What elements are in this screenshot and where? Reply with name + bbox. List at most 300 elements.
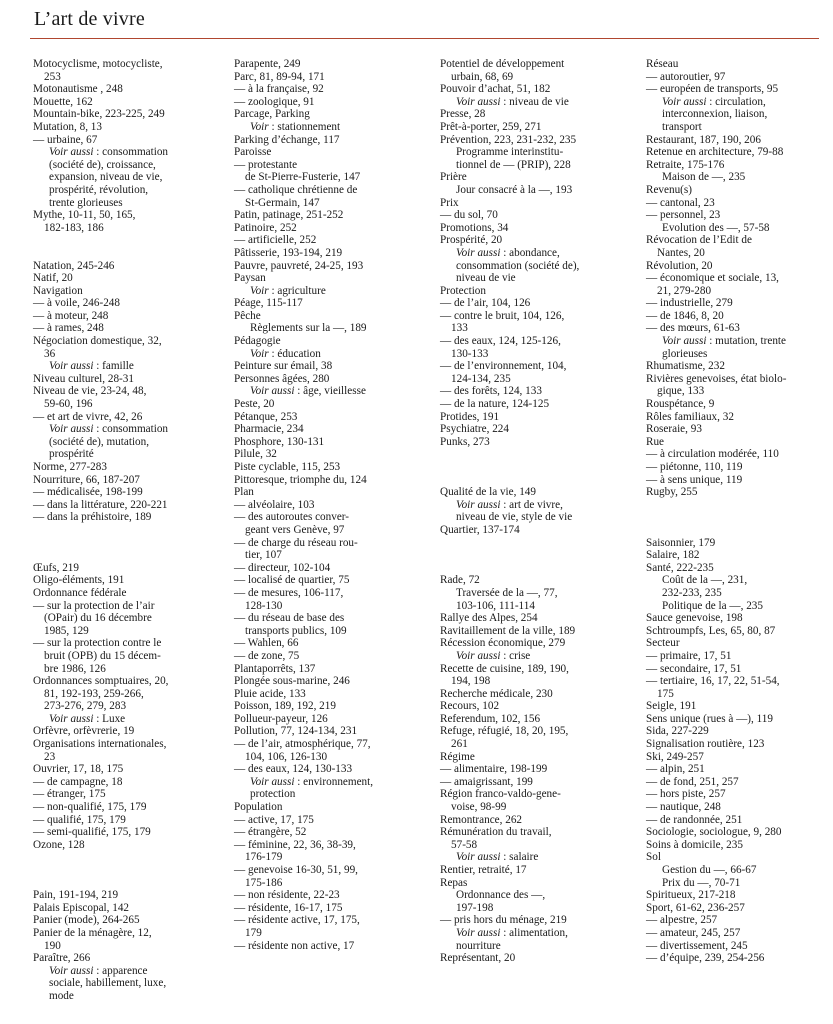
index-entry-line: Niveau de vie, 23-24, 48, — [33, 385, 147, 398]
index-entry — [440, 826, 632, 851]
index-entry-line: Parapente, 249 — [234, 58, 301, 70]
index-entry-line: — des forêts, 124, 133 — [440, 385, 542, 398]
index-entry — [440, 83, 632, 96]
index-entry-line: niveau de vie, style de vie — [456, 511, 573, 524]
index-entry-line: — européen de transports, 95 — [646, 83, 779, 96]
index-entry — [646, 423, 833, 436]
index-entry-line: — Wahlen, 66 — [234, 637, 299, 650]
index-entry — [234, 184, 426, 209]
index-column-1 — [33, 58, 225, 1003]
index-entry — [33, 675, 225, 713]
index-entry-line: — sur la protection de l’air — [33, 599, 155, 612]
index-entry-line: — divertissement, 245 — [646, 939, 748, 952]
index-entry — [234, 398, 426, 411]
index-entry-line: Paysan — [234, 272, 266, 285]
index-entry-line: (société de), mutation, — [49, 435, 150, 448]
index-entry — [646, 738, 833, 751]
index-entry-line: 232-233, 235 — [662, 586, 722, 599]
index-entry — [33, 108, 225, 121]
index-entry-line: — de l’air, atmosphérique, 77, — [234, 738, 371, 751]
index-entry — [234, 889, 426, 902]
index-entry-line: Pêche — [234, 309, 261, 322]
index-entry-line: Pollueur-payeur, 126 — [234, 712, 328, 725]
entry-spacer — [33, 247, 225, 260]
index-entry-line: Parc, 81, 89-94, 171 — [234, 70, 325, 83]
index-entry — [646, 839, 833, 852]
index-entry-line: Secteur — [646, 637, 680, 650]
index-entry — [646, 448, 833, 461]
index-entry — [646, 411, 833, 424]
entry-spacer — [440, 537, 632, 550]
index-entry-line: — étranger, 175 — [33, 788, 106, 801]
index-entry — [234, 499, 426, 512]
index-entry — [234, 108, 426, 121]
index-entry-line: Voir aussi : crise — [456, 649, 531, 662]
index-entry — [234, 511, 426, 536]
index-entry-line: — médicalisée, 198-199 — [33, 486, 143, 499]
index-entry-line: Salaire, 182 — [646, 549, 700, 562]
index-entry-line: — hors piste, 257 — [646, 788, 726, 801]
index-entry — [33, 574, 225, 587]
index-entry-line: — pris hors du ménage, 219 — [440, 914, 567, 927]
index-entry-line: 81, 192-193, 259-266, — [44, 687, 144, 700]
index-entry — [33, 713, 225, 726]
index-entry-line: Ordonnance fédérale — [33, 586, 127, 599]
index-entry — [646, 58, 833, 71]
index-entry-line: Traversée de la —, 77, — [456, 586, 558, 599]
index-entry-line: Seigle, 191 — [646, 700, 697, 713]
index-entry-line: Prêt-à-porter, 259, 271 — [440, 120, 542, 133]
index-entry-line: Santé, 222-235 — [646, 561, 714, 574]
index-entry-line: Rôles familiaux, 32 — [646, 410, 734, 423]
index-entry-line: — du sol, 70 — [440, 209, 498, 222]
index-entry-line: Potentiel de développement — [440, 58, 565, 70]
index-entry — [646, 914, 833, 927]
index-entry-line: Psychiatre, 224 — [440, 423, 509, 436]
index-entry-line: Poisson, 189, 192, 219 — [234, 700, 336, 713]
index-entry-line: — à moteur, 248 — [33, 309, 109, 322]
index-entry-line: — de charge du réseau rou- — [234, 536, 358, 549]
index-entry — [234, 700, 426, 713]
index-entry — [646, 713, 833, 726]
index-entry — [33, 637, 225, 675]
index-entry — [234, 486, 426, 499]
index-entry — [234, 448, 426, 461]
index-entry-line: bruit (OPB) du 15 décem- — [44, 649, 161, 662]
index-entry-line: 36 — [44, 347, 56, 360]
index-entry — [234, 385, 426, 398]
index-entry-line: Niveau culturel, 28-31 — [33, 372, 134, 385]
index-entry-line: Promotions, 34 — [440, 221, 509, 234]
entry-spacer — [33, 537, 225, 550]
index-entry-line: Schtroumpfs, Les, 65, 80, 87 — [646, 624, 776, 637]
index-entry-line: 1985, 129 — [44, 624, 89, 637]
index-entry — [440, 864, 632, 877]
index-entry — [440, 499, 632, 524]
index-entry-line: prospérité, révolution, — [49, 183, 149, 196]
index-entry-line: Coût de la —, 231, — [662, 574, 748, 587]
index-entry — [646, 222, 833, 235]
index-entry-line: Prix — [440, 196, 459, 209]
index-entry — [234, 272, 426, 285]
index-entry-line: Récession économique, 279 — [440, 637, 566, 650]
index-entry-line: Voir : éducation — [250, 347, 321, 360]
index-entry-line: 59-60, 196 — [44, 398, 93, 411]
index-entry — [234, 688, 426, 701]
index-entry — [440, 927, 632, 952]
index-entry-line: Plantaporrêts, 137 — [234, 662, 316, 675]
index-entry-line: — non résidente, 22-23 — [234, 889, 340, 902]
index-entry — [646, 398, 833, 411]
index-entry-line: Prévention, 223, 231-232, 235 — [440, 133, 577, 146]
index-entry — [33, 965, 225, 1003]
index-entry-line: — de fond, 251, 257 — [646, 775, 739, 788]
index-entry — [33, 562, 225, 575]
index-entry-line: Repas — [440, 876, 468, 889]
index-entry — [646, 801, 833, 814]
index-entry — [440, 96, 632, 109]
index-entry-line: Mythe, 10-11, 50, 165, — [33, 209, 136, 222]
index-entry-line: — des eaux, 124, 125-126, — [440, 335, 561, 348]
index-entry — [646, 600, 833, 613]
index-entry-line: Presse, 28 — [440, 108, 486, 121]
index-entry-line: Pollution, 77, 124-134, 231 — [234, 725, 358, 738]
index-entry-line: — à voile, 246-248 — [33, 297, 120, 310]
index-entry — [234, 234, 426, 247]
index-entry-line: St-Germain, 147 — [245, 196, 320, 209]
index-entry — [33, 914, 225, 927]
index-column-3 — [440, 58, 632, 965]
index-entry — [234, 914, 426, 939]
index-entry-line: Voir aussi : abondance, — [456, 246, 560, 259]
index-entry-line: Personnes âgées, 280 — [234, 372, 330, 385]
index-entry — [234, 587, 426, 612]
index-entry-line: — du réseau de base des — [234, 612, 345, 625]
index-entry — [33, 209, 225, 234]
index-entry — [440, 650, 632, 663]
index-entry-line: Sport, 61-62, 236-257 — [646, 901, 745, 914]
index-entry-line: Organisations internationales, — [33, 738, 167, 751]
entry-spacer — [33, 877, 225, 890]
index-entry — [234, 675, 426, 688]
index-entry — [646, 537, 833, 550]
index-entry-line: Régime — [440, 750, 475, 763]
index-entry — [440, 398, 632, 411]
index-entry — [440, 814, 632, 827]
index-entry — [33, 121, 225, 134]
index-entry-line: Parcage, Parking — [234, 108, 310, 121]
index-entry — [440, 889, 632, 914]
index-entry-line: Nantes, 20 — [657, 246, 705, 259]
index-entry — [33, 952, 225, 965]
index-entry — [646, 373, 833, 398]
index-entry — [440, 209, 632, 222]
index-entry-line: — de l’air, 104, 126 — [440, 297, 531, 310]
index-entry-line: Parking d’échange, 117 — [234, 133, 340, 146]
entry-spacer — [33, 864, 225, 877]
index-entry-line: Mouette, 162 — [33, 95, 93, 108]
index-entry — [440, 285, 632, 298]
index-entry — [646, 902, 833, 915]
index-entry-line: — résidente active, 17, 175, — [234, 914, 360, 927]
entry-spacer — [440, 474, 632, 487]
index-entry — [33, 83, 225, 96]
index-entry-line: Pauvre, pauvreté, 24-25, 193 — [234, 259, 364, 272]
index-entry — [33, 776, 225, 789]
index-entry — [234, 335, 426, 348]
index-entry — [234, 310, 426, 323]
index-entry-line: — étrangère, 52 — [234, 826, 307, 839]
index-entry — [646, 612, 833, 625]
index-entry-line: — des mœurs, 61-63 — [646, 322, 740, 335]
entry-spacer — [440, 549, 632, 562]
index-entry — [234, 209, 426, 222]
index-entry-line: Rugby, 255 — [646, 486, 698, 499]
index-entry — [234, 612, 426, 637]
index-entry — [234, 650, 426, 663]
index-entry-line: voise, 98-99 — [451, 801, 507, 814]
index-entry — [33, 58, 225, 83]
index-entry-line: Voir : stationnement — [250, 120, 341, 133]
index-entry-line: Orfèvre, orfèvrerie, 19 — [33, 725, 135, 738]
index-entry — [33, 310, 225, 323]
index-entry-line: Sociologie, sociologue, 9, 280 — [646, 826, 782, 839]
index-entry-line: — de l’environnement, 104, — [440, 360, 567, 373]
index-entry — [33, 927, 225, 952]
index-entry-line: Voir aussi : consommation — [49, 146, 169, 159]
index-entry-line: 197-198 — [456, 901, 494, 914]
index-entry — [234, 159, 426, 184]
index-entry-line: 175 — [657, 687, 674, 700]
index-entry-line: Pâtisserie, 193-194, 219 — [234, 246, 343, 259]
index-entry-line: Motocyclisme, motocycliste, — [33, 58, 163, 70]
index-entry-line: — résidente, 16-17, 175 — [234, 901, 343, 914]
index-entry — [234, 260, 426, 273]
index-entry — [646, 234, 833, 259]
index-entry-line: Ozone, 128 — [33, 838, 85, 851]
index-entry — [646, 461, 833, 474]
index-entry-line: niveau de vie — [456, 272, 516, 285]
index-entry-line: Rouspétance, 9 — [646, 398, 715, 411]
index-entry-line: Peinture sur émail, 38 — [234, 360, 333, 373]
index-entry — [234, 436, 426, 449]
index-entry-line: — alpin, 251 — [646, 763, 705, 776]
index-entry — [440, 713, 632, 726]
index-entry — [33, 335, 225, 360]
index-entry-line: Prospérité, 20 — [440, 234, 503, 247]
index-entry-line: — qualifié, 175, 179 — [33, 813, 126, 826]
index-entry-line: consommation (société de), — [456, 259, 580, 272]
index-entry-line: — autoroutier, 97 — [646, 70, 726, 83]
index-entry — [234, 902, 426, 915]
index-entry-line: Natation, 245-246 — [33, 259, 115, 272]
index-entry — [234, 763, 426, 776]
index-entry — [234, 461, 426, 474]
index-entry-line: sociale, habillement, luxe, — [49, 977, 167, 990]
index-entry — [440, 877, 632, 890]
index-entry-line: Ravitaillement de la ville, 189 — [440, 624, 576, 637]
entry-spacer — [646, 524, 833, 537]
index-entry-line: — de campagne, 18 — [33, 775, 123, 788]
index-entry — [33, 763, 225, 776]
index-column-4 — [646, 58, 833, 965]
index-entry-line: — sur la protection contre le — [33, 637, 162, 650]
index-entry — [646, 71, 833, 84]
index-entry-line: 128-130 — [245, 599, 283, 612]
index-entry — [646, 272, 833, 297]
index-entry-line: Retraite, 175-176 — [646, 158, 725, 171]
index-entry — [646, 474, 833, 487]
index-entry-line: Pouvoir d’achat, 51, 182 — [440, 83, 551, 96]
index-entry-line: protection — [250, 788, 296, 801]
index-entry-line: Péage, 115-117 — [234, 297, 303, 310]
index-entry-line: Plan — [234, 486, 254, 499]
index-entry-line: Mutation, 8, 13 — [33, 120, 102, 133]
index-entry — [646, 751, 833, 764]
index-entry-line: — des autoroutes conver- — [234, 511, 350, 524]
index-entry-line: Voir aussi : âge, vieillesse — [250, 385, 366, 398]
index-entry-line: — d’équipe, 239, 254-256 — [646, 952, 765, 965]
index-entry — [440, 360, 632, 385]
index-entry — [440, 524, 632, 537]
index-entry-line: Règlements sur la —, 189 — [250, 322, 367, 335]
index-entry-line: 261 — [451, 738, 468, 751]
index-entry-line: Voir aussi : famille — [49, 360, 134, 373]
entry-spacer — [440, 448, 632, 461]
index-entry — [234, 940, 426, 953]
index-entry — [646, 297, 833, 310]
index-entry — [646, 486, 833, 499]
index-entry — [440, 234, 632, 247]
index-entry-line: Peste, 20 — [234, 398, 275, 411]
index-entry-line: Voir : agriculture — [250, 284, 326, 297]
entry-spacer — [33, 851, 225, 864]
entry-spacer — [646, 499, 833, 512]
index-entry-line: Referendum, 102, 156 — [440, 712, 541, 725]
index-entry-line: Paroisse — [234, 146, 272, 159]
index-entry-line: — à la française, 92 — [234, 83, 324, 96]
index-entry-line: — à rames, 248 — [33, 322, 104, 335]
index-entry-line: Piste cyclable, 115, 253 — [234, 461, 341, 473]
index-entry-line: — primaire, 17, 51 — [646, 649, 732, 662]
index-entry-line: Pittoresque, triomphe du, 124 — [234, 473, 367, 486]
index-entry — [33, 725, 225, 738]
index-entry-line: Pain, 191-194, 219 — [33, 889, 119, 902]
index-entry-line: Rue — [646, 435, 665, 448]
index-entry-line: Soins à domicile, 235 — [646, 838, 743, 851]
index-entry-line: Pilule, 32 — [234, 448, 277, 461]
index-entry — [234, 537, 426, 562]
index-entry — [646, 134, 833, 147]
index-entry-line: — genevoise 16-30, 51, 99, — [234, 864, 358, 876]
index-entry-line: — localisé de quartier, 75 — [234, 574, 350, 587]
index-entry-line: — zoologique, 91 — [234, 95, 315, 108]
index-entry-line: Politique de la —, 235 — [662, 599, 763, 612]
index-entry-line: (société de), croissance, — [49, 158, 156, 171]
index-entry — [33, 839, 225, 852]
index-entry-line: — artificielle, 252 — [234, 234, 317, 247]
index-entry — [234, 423, 426, 436]
index-entry-line: — personnel, 23 — [646, 209, 721, 222]
index-entry — [646, 335, 833, 360]
index-entry-line: Evolution des —, 57-58 — [662, 221, 770, 234]
index-entry — [234, 58, 426, 71]
index-entry — [234, 285, 426, 298]
index-entry — [234, 801, 426, 814]
index-entry — [33, 411, 225, 424]
index-entry-line: 253 — [44, 70, 61, 83]
index-entry-line: Recherche médicale, 230 — [440, 687, 553, 700]
index-entry — [646, 83, 833, 96]
index-entry-line: geant vers Genève, 97 — [245, 523, 345, 536]
index-entry-line: 179 — [245, 926, 262, 939]
index-entry-line: Natif, 20 — [33, 272, 73, 285]
index-entry-line: Sida, 227-229 — [646, 725, 709, 738]
index-entry-line: Rentier, retraité, 17 — [440, 864, 527, 876]
index-entry — [440, 197, 632, 210]
index-entry-line: Prix du —, 70-71 — [662, 876, 741, 889]
index-entry-line: Recette de cuisine, 189, 190, — [440, 662, 569, 675]
index-entry-line: Sens unique (rues à —), 119 — [646, 712, 773, 725]
index-entry-line: — économique et sociale, 13, — [646, 272, 779, 285]
index-entry — [33, 285, 225, 298]
index-entry-line: — amateur, 245, 257 — [646, 926, 741, 939]
index-entry — [646, 549, 833, 562]
index-entry-line: 57-58 — [451, 838, 478, 851]
index-entry-line: — dans la préhistoire, 189 — [33, 511, 152, 524]
index-entry — [33, 474, 225, 487]
index-entry-line: Sol — [646, 851, 661, 864]
index-entry-line: — amaigrissant, 199 — [440, 775, 533, 788]
index-entry — [646, 700, 833, 713]
index-entry-line: Signalisation routière, 123 — [646, 738, 765, 751]
index-entry — [440, 310, 632, 335]
index-entry — [646, 788, 833, 801]
index-entry-line: Quartier, 137-174 — [440, 523, 520, 536]
index-entry — [234, 814, 426, 827]
index-entry-line: Phosphore, 130-131 — [234, 435, 325, 448]
index-entry-line: Région franco-valdo-gene- — [440, 788, 561, 801]
index-entry — [234, 663, 426, 676]
index-entry-line: 130-133 — [451, 347, 489, 360]
index-entry-line: — et art de vivre, 42, 26 — [33, 410, 143, 423]
index-entry — [234, 562, 426, 575]
index-entry-line: 194, 198 — [451, 675, 491, 688]
index-entry — [33, 322, 225, 335]
index-entry-line: Saisonnier, 179 — [646, 536, 716, 549]
index-entry-line: Rhumatisme, 232 — [646, 360, 725, 373]
index-entry-line: Patinoire, 252 — [234, 221, 297, 234]
index-entry — [234, 360, 426, 373]
index-entry-line: Protection — [440, 284, 486, 297]
index-entry-line: Pétanque, 253 — [234, 410, 298, 423]
index-entry-line: — des eaux, 124, 130-133 — [234, 763, 353, 776]
index-entry — [440, 297, 632, 310]
index-entry — [646, 146, 833, 159]
index-entry — [440, 851, 632, 864]
index-entry — [440, 751, 632, 764]
index-entry-line: Négociation domestique, 32, — [33, 335, 162, 348]
index-entry — [440, 763, 632, 776]
index-entry-line: — de randonnée, 251 — [646, 813, 743, 826]
index-entry — [234, 247, 426, 260]
index-entry-line: 124-134, 235 — [451, 372, 511, 385]
index-entry — [646, 197, 833, 210]
index-entry — [33, 423, 225, 461]
index-entry — [33, 587, 225, 600]
index-entry — [646, 650, 833, 663]
index-entry — [440, 788, 632, 813]
